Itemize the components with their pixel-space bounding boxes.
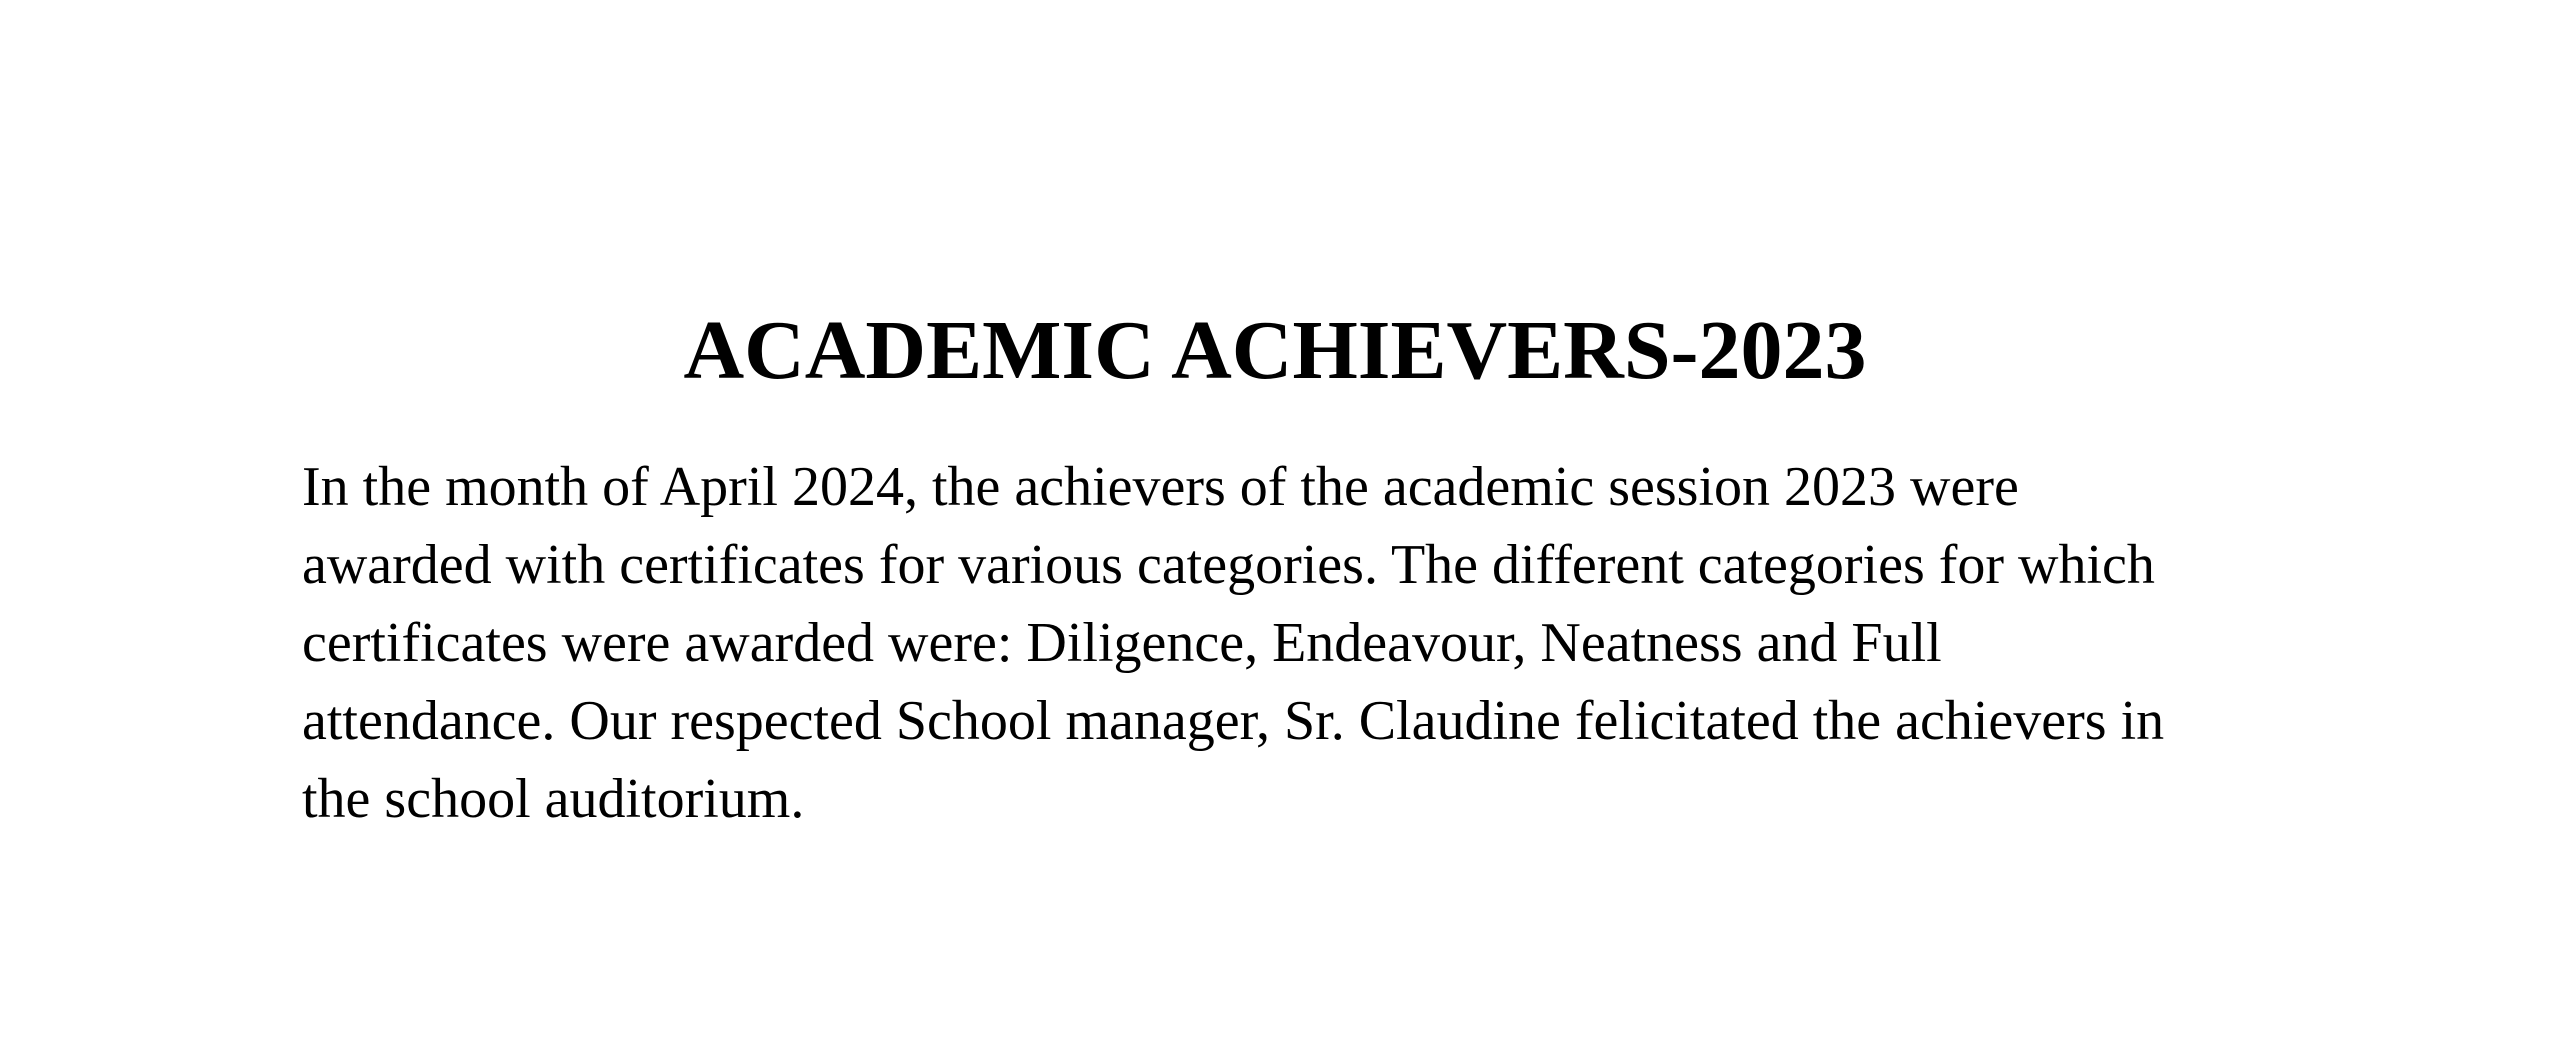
document-paragraph [302,448,2342,838]
document-title: ACADEMIC ACHIEVERS-2023 [683,304,1867,397]
paragraph-line-3: certificates were awarded were: Diligence, Endeavour, Neatness and Full [302,612,1942,674]
paragraph-line-2: awarded with certificates for various categories. The different categories for which [302,534,2155,596]
paragraph-line-4: attendance. Our respected School manager, Sr. Claudine felicitated the achievers in [302,690,2165,752]
paragraph-line-5: the school auditorium. [302,768,805,830]
paragraph-line-1: In the month of April 2024, the achievers of the academic session 2023 were [302,456,2019,518]
